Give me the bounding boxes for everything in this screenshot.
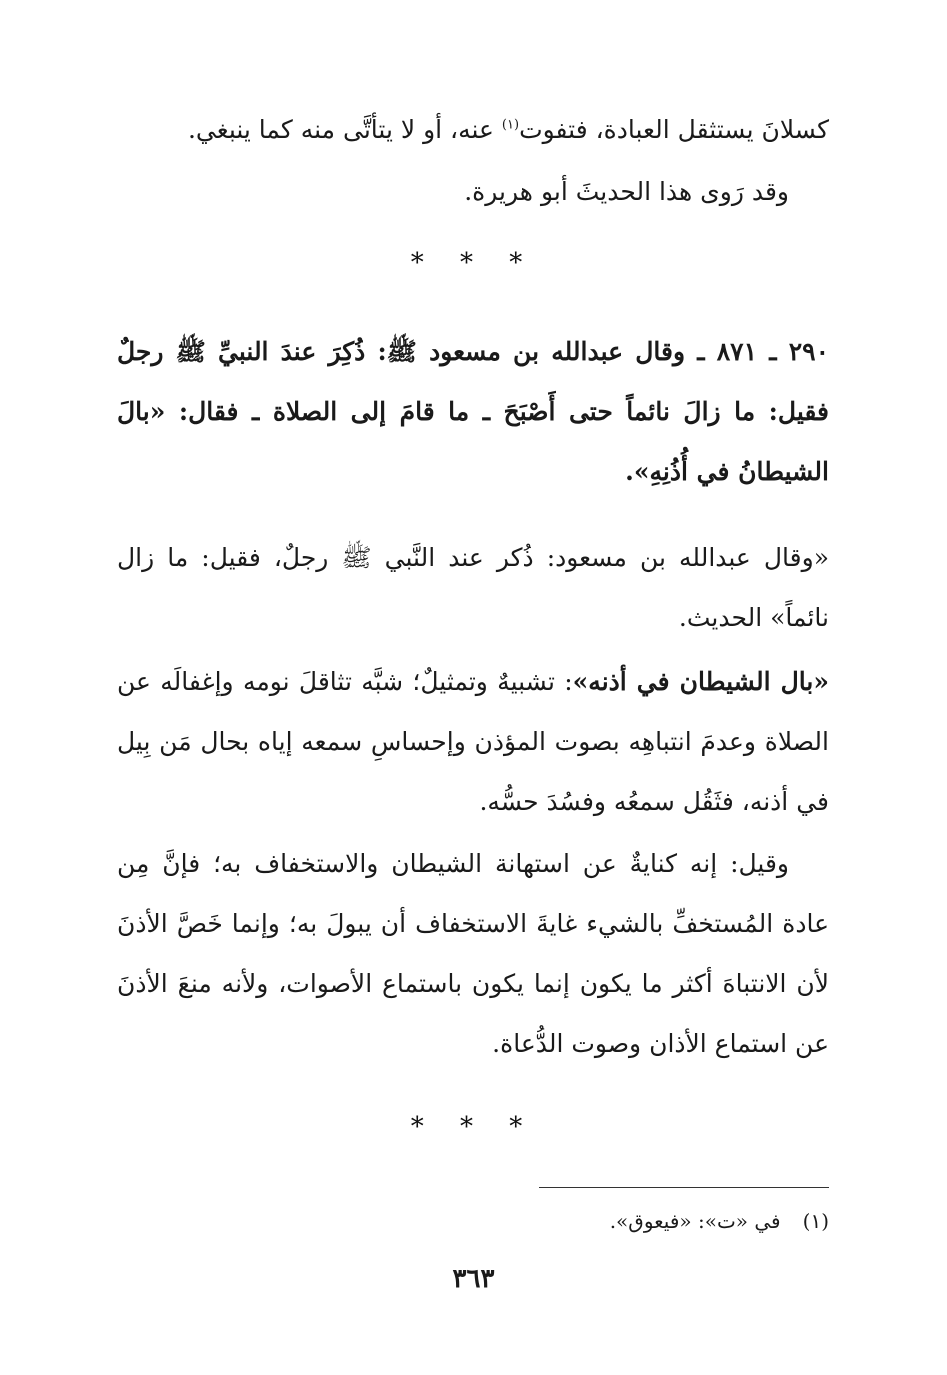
paragraph-text: عنه، أو لا يتأتَّى منه كما ينبغي. — [187, 115, 502, 144]
footnote-reference: (١) — [501, 117, 520, 133]
paragraph-text: كسلانَ يستثقل العبادة، فتفوت — [519, 115, 829, 144]
commentary-heading: «بال الشيطان في أذنه» — [572, 667, 829, 696]
paragraph-text: وقد رَوى هذا الحديثَ أبو هريرة. — [464, 177, 789, 206]
paragraph-text: : تشبيهٌ وتمثيلٌ؛ شبَّه تثاقلَ نومه وإغفالَه عن الصلاة وعدمَ انتباهِه بصوت المؤذن وإحساسِ سمعه إياه بحال مَن بِيل في أذنه، فثَقُل سمعُه وفسُدَ حسُّه. — [117, 667, 829, 816]
paragraph-text: «وقال عبدالله بن مسعود: ذُكر عند النَّبي ﷺ رجلٌ، فقيل: ما زال نائماً» الحديث. — [117, 543, 829, 632]
section-separator: * * * — [410, 1112, 537, 1142]
paragraph-continuation — [117, 100, 829, 160]
commentary-quote-paragraph — [117, 528, 829, 648]
page-number: ٣٦٣ — [452, 1264, 495, 1294]
footnote-text: في «ت»: «فيعوق». — [609, 1209, 781, 1233]
commentary-paragraph-alt — [117, 834, 829, 1074]
paragraph-narrator-note — [117, 162, 829, 222]
paragraph-text: وقيل: إنه كنايةٌ عن استهانة الشيطان والاستخفاف به؛ فإنَّ مِن عادة المُستخفِّ بالشيء غايةَ الاستخفاف أن يبولَ به؛ وإنما خَصَّ الأذنَ لأن الانتباهَ أكثر ما يكون إنما يكون باستماع الأصوات، ولأنه منعَ الأذنَ عن استماع الأذان وصوت الدُّعاة. — [117, 849, 829, 1058]
hadith-number: ٢٩٠ ـ ٨٧١ ـ — [697, 337, 830, 366]
footnote — [117, 1206, 829, 1236]
section-separator: * * * — [410, 248, 537, 278]
footnote-divider — [539, 1187, 829, 1188]
hadith-paragraph — [117, 322, 829, 502]
commentary-paragraph — [117, 652, 829, 832]
footnote-number: (١) — [802, 1209, 829, 1233]
hadith-text: وقال عبدالله بن مسعود ﷺ: ذُكِرَ عندَ النبيِّ ﷺ رجلٌ فقيل: ما زالَ نائماً حتى أَصْبَحَ ـ ما قامَ إلى الصلاة ـ فقال: «بالَ الشيطانُ في أُذُنِهِ». — [117, 337, 829, 486]
